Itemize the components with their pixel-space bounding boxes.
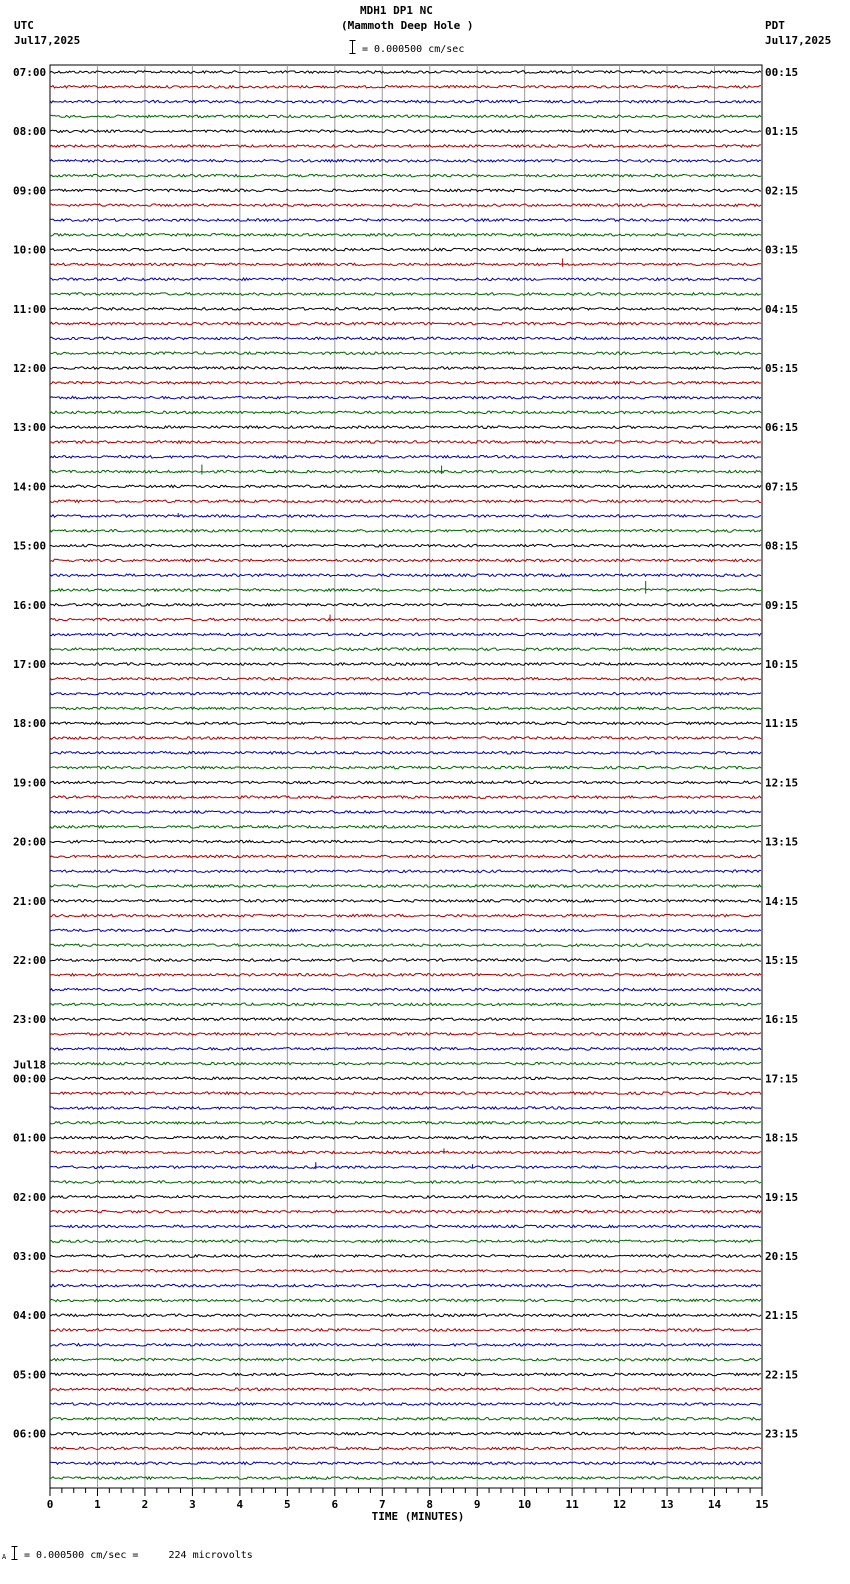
pdt-hour-label: 16:15 <box>765 1013 799 1027</box>
station-location: (Mammoth Deep Hole ) <box>341 19 474 32</box>
trace-line <box>50 722 761 725</box>
pdt-hour-label: 02:15 <box>765 184 799 198</box>
x-tick-label: 10 <box>518 1498 532 1511</box>
trace-line <box>50 1284 761 1287</box>
trace-line <box>50 574 761 577</box>
utc-hour-label: 21:00 <box>13 894 47 908</box>
trace-line <box>50 530 761 533</box>
x-tick-label: 1 <box>94 1498 101 1511</box>
pdt-hour-label: 11:15 <box>765 717 799 731</box>
trace-line <box>50 840 761 843</box>
trace-line <box>50 988 761 991</box>
footer-scale-label: = 0.000500 cm/sec = 224 microvolts <box>24 1550 253 1561</box>
utc-hour-label: 18:00 <box>13 717 47 731</box>
trace-line <box>50 293 761 296</box>
trace-line <box>50 544 761 547</box>
trace-line <box>50 382 761 385</box>
trace-line <box>50 174 761 177</box>
x-tick-label: 7 <box>378 1498 386 1511</box>
station-title: MDH1 DP1 NC <box>360 4 433 17</box>
scale-label: = 0.000500 cm/sec <box>362 44 465 55</box>
trace-line <box>50 752 761 755</box>
x-tick-label: 4 <box>236 1498 244 1511</box>
trace-line <box>50 500 761 503</box>
utc-hour-label: 03:00 <box>13 1250 47 1263</box>
trace-line <box>50 204 761 207</box>
trace-line <box>50 189 761 192</box>
pdt-hour-label: 15:15 <box>765 954 799 967</box>
pdt-hour-label: 20:15 <box>765 1250 799 1263</box>
trace-line <box>50 900 761 903</box>
pdt-hour-label: 05:15 <box>765 362 799 375</box>
trace-line <box>50 441 761 444</box>
utc-hour-label: 07:00 <box>13 66 47 79</box>
utc-hour-label: 12:00 <box>13 362 47 375</box>
right-date: Jul17,2025 <box>765 34 832 47</box>
trace-line <box>50 663 761 666</box>
trace-line <box>50 485 761 488</box>
x-tick-label: 2 <box>141 1498 149 1511</box>
trace-line <box>50 1033 761 1036</box>
x-tick-label: 13 <box>660 1498 674 1511</box>
trace-line <box>50 71 761 74</box>
trace-line <box>50 1240 761 1243</box>
utc-hour-label: 16:00 <box>13 598 47 612</box>
x-tick-label: 11 <box>565 1498 579 1511</box>
x-tick-label: 3 <box>189 1498 196 1511</box>
trace-line <box>50 1181 761 1184</box>
trace-line <box>50 1344 761 1347</box>
trace-line <box>50 1018 761 1021</box>
trace-line <box>50 1107 761 1110</box>
utc-hour-label: 04:00 <box>13 1309 47 1323</box>
pdt-hour-label: 10:15 <box>765 658 799 671</box>
trace-line <box>50 781 761 784</box>
trace-line <box>50 1270 761 1273</box>
utc-hour-label: 17:00 <box>13 658 47 671</box>
trace-line <box>50 411 761 414</box>
pdt-hour-label: 21:15 <box>765 1309 799 1323</box>
pdt-hour-label: 23:15 <box>765 1427 799 1441</box>
utc-hour-label: 00:00 <box>13 1072 47 1086</box>
trace-line <box>50 811 761 814</box>
date-change-label: Jul18 <box>13 1058 47 1072</box>
trace-line <box>50 248 761 251</box>
trace-line <box>50 130 761 133</box>
pdt-hour-label: 17:15 <box>765 1072 799 1086</box>
trace-line <box>50 1122 761 1125</box>
trace-line <box>50 1003 761 1006</box>
trace-line <box>50 352 761 355</box>
pdt-hour-label: 06:15 <box>765 421 799 435</box>
trace-line <box>50 1151 761 1154</box>
trace-line <box>50 160 761 163</box>
trace-line <box>50 737 761 740</box>
trace-line <box>50 1462 761 1465</box>
utc-hour-label: 02:00 <box>13 1190 47 1204</box>
pdt-hour-label: 07:15 <box>765 480 799 494</box>
left-timezone: UTC <box>14 19 34 32</box>
pdt-hour-label: 14:15 <box>765 894 799 908</box>
pdt-hour-label: 08:15 <box>765 539 799 553</box>
trace-line <box>50 589 761 592</box>
trace-line <box>50 796 761 799</box>
trace-line <box>50 115 761 118</box>
trace-line <box>50 1225 761 1228</box>
x-tick-label: 12 <box>612 1498 627 1511</box>
utc-hour-label: 01:00 <box>13 1131 47 1145</box>
utc-hour-label: 14:00 <box>13 480 47 494</box>
left-date: Jul17,2025 <box>14 34 81 47</box>
x-tick-label: 6 <box>331 1498 339 1511</box>
trace-line <box>50 959 761 962</box>
trace-line <box>50 826 761 829</box>
trace-line <box>50 678 761 681</box>
utc-hour-label: 13:00 <box>13 421 47 435</box>
trace-line <box>50 974 761 977</box>
trace-line <box>50 914 761 917</box>
trace-line <box>50 145 761 148</box>
utc-hour-label: 06:00 <box>13 1427 47 1441</box>
trace-line <box>50 1255 761 1258</box>
trace-line <box>50 692 761 695</box>
pdt-hour-label: 22:15 <box>765 1368 799 1382</box>
trace-line <box>50 367 761 370</box>
utc-hour-label: 08:00 <box>13 125 47 139</box>
trace-line <box>50 855 761 858</box>
trace-line <box>50 1403 761 1406</box>
utc-hour-label: 23:00 <box>13 1013 47 1027</box>
trace-line <box>50 1210 761 1213</box>
pdt-hour-label: 13:15 <box>765 835 799 849</box>
trace-line <box>50 337 761 340</box>
utc-hour-label: 09:00 <box>13 184 47 198</box>
trace-line <box>50 1388 761 1391</box>
utc-hour-label: 19:00 <box>13 776 47 790</box>
trace-line <box>50 1048 761 1051</box>
trace-line <box>50 515 761 518</box>
pdt-hour-label: 12:15 <box>765 776 799 790</box>
trace-line <box>50 944 761 947</box>
pdt-hour-label: 03:15 <box>765 243 799 257</box>
trace-line <box>50 559 761 562</box>
trace-line <box>50 604 761 607</box>
trace-line <box>50 322 761 325</box>
trace-line <box>50 219 761 222</box>
trace-line <box>50 870 761 873</box>
utc-hour-label: 11:00 <box>13 302 47 316</box>
pdt-hour-label: 01:15 <box>765 125 799 139</box>
trace-line <box>50 1196 761 1199</box>
trace-line <box>50 1314 761 1317</box>
x-tick-label: 14 <box>707 1498 722 1511</box>
utc-hour-label: 20:00 <box>13 835 47 849</box>
trace-line <box>50 1299 761 1302</box>
trace-line <box>50 766 761 769</box>
trace-line <box>50 1432 761 1435</box>
x-axis-label: TIME (MINUTES) <box>371 1510 465 1523</box>
pdt-hour-label: 19:15 <box>765 1190 799 1204</box>
utc-hour-label: 05:00 <box>13 1368 47 1382</box>
trace-line <box>50 929 761 932</box>
utc-hour-label: 15:00 <box>13 539 47 553</box>
trace-line <box>50 1136 761 1139</box>
pdt-hour-label: 00:15 <box>765 66 799 79</box>
x-tick-label: 8 <box>426 1498 434 1511</box>
trace-line <box>50 263 761 266</box>
trace-line <box>50 1373 761 1376</box>
trace-line <box>50 633 761 636</box>
trace-line <box>50 426 761 429</box>
footer-scale-bar-icon <box>11 1545 18 1559</box>
trace-line <box>50 1092 761 1095</box>
trace-line <box>50 648 761 651</box>
utc-hour-label: 10:00 <box>13 243 47 257</box>
trace-line <box>50 86 761 89</box>
trace-line <box>50 707 761 710</box>
right-timezone: PDT <box>765 19 785 32</box>
trace-line <box>50 1447 761 1450</box>
trace-line <box>50 1418 761 1421</box>
trace-line <box>50 456 761 459</box>
pdt-hour-label: 04:15 <box>765 302 799 316</box>
x-tick-label: 9 <box>473 1498 481 1511</box>
trace-line <box>50 396 761 399</box>
trace-line <box>50 308 761 311</box>
utc-hour-label: 22:00 <box>13 954 47 967</box>
pdt-hour-label: 09:15 <box>765 598 799 612</box>
x-tick-label: 0 <box>46 1498 54 1511</box>
pdt-hour-label: 18:15 <box>765 1131 799 1145</box>
trace-line <box>50 1077 761 1080</box>
trace-line <box>50 278 761 281</box>
trace-line <box>50 470 761 473</box>
trace-line <box>50 885 761 888</box>
trace-line <box>50 1166 761 1169</box>
x-tick-label: 5 <box>284 1498 291 1511</box>
trace-line <box>50 234 761 237</box>
trace-line <box>50 1477 761 1480</box>
trace-line <box>50 618 761 621</box>
trace-line <box>50 1329 761 1332</box>
trace-line <box>50 100 761 103</box>
x-tick-label: 15 <box>755 1498 769 1511</box>
trace-line <box>50 1062 761 1065</box>
footer-prefix: A <box>2 1553 7 1561</box>
trace-line <box>50 1358 761 1361</box>
